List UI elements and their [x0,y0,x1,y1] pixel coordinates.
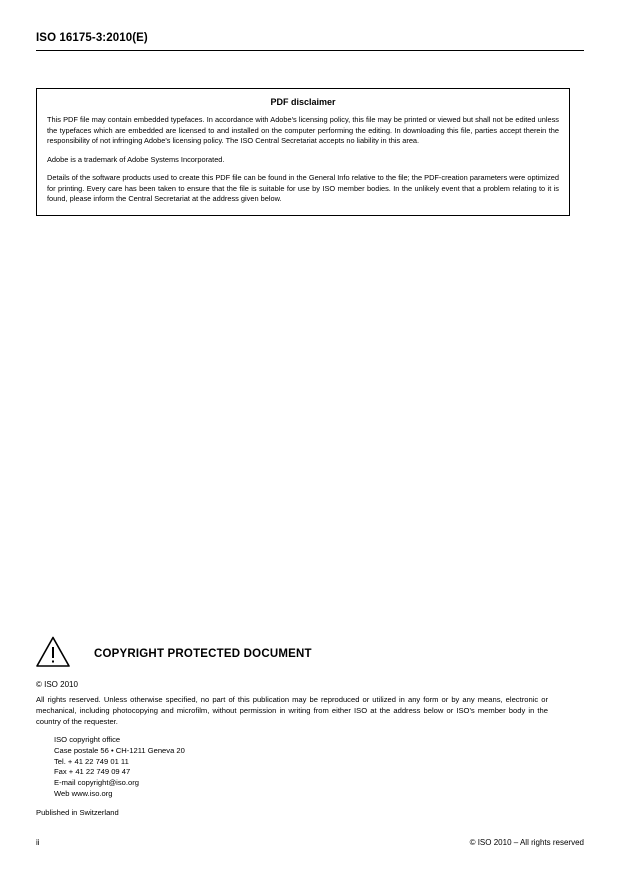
copyright-year: © ISO 2010 [36,680,78,689]
copyright-title: COPYRIGHT PROTECTED DOCUMENT [94,648,312,660]
pdf-disclaimer-title: PDF disclaimer [270,97,336,107]
copyright-section [36,636,584,817]
header-divider [36,50,584,51]
address-line: E-mail copyright@iso.org [54,778,139,788]
address-line: Fax + 41 22 749 09 47 [54,767,131,777]
page-title: ISO 16175-3:2010(E) [36,32,148,44]
pdf-disclaimer-paragraph: This PDF file may contain embedded typefaces. In accordance with Adobe's licensing policy, this file may be printed or viewed but shall not be edited unless the typefaces which are embedded are licensed to and installed on the computer performing the editing. In downloading this file, parties accept therein the responsibility of not infringing Adobe's licensing policy. The ISO Central Secretariat accepts no liability in this area. [47,115,559,146]
copyright-rights-text: All rights reserved. Unless otherwise specified, no part of this publication may be reproduced or utilized in any form or by any means, electronic or mechanical, including photocopying and microfilm, without permission in writing from either ISO at the address below or ISO's member body in the country of the requester. [36,695,548,726]
address-line: Case postale 56 • CH-1211 Geneva 20 [54,745,185,755]
pdf-disclaimer-box [36,88,570,216]
published-in: Published in Switzerland [36,807,119,817]
footer-rights-note: © ISO 2010 – All rights reserved [469,838,584,847]
copyright-address [54,735,584,800]
copyright-heading [36,636,584,676]
pdf-disclaimer-paragraph: Adobe is a trademark of Adobe Systems Incorporated. [47,154,225,164]
address-line: Tel. + 41 22 749 01 11 [54,756,129,766]
pdf-disclaimer-paragraph: Details of the software products used to create this PDF file can be found in the General Info relative to the file; the PDF-creation parameters were optimized for printing. Every care has been taken to ensure that the file is suitable for use by ISO member bodies. In the unlikely event that a problem relating to it is found, please inform the Central Secretariat at the address given below. [47,173,559,204]
address-line: Web www.iso.org [54,788,113,798]
address-line: ISO copyright office [54,735,121,744]
footer-page-number: ii [36,838,40,847]
warning-triangle-icon [36,636,70,667]
